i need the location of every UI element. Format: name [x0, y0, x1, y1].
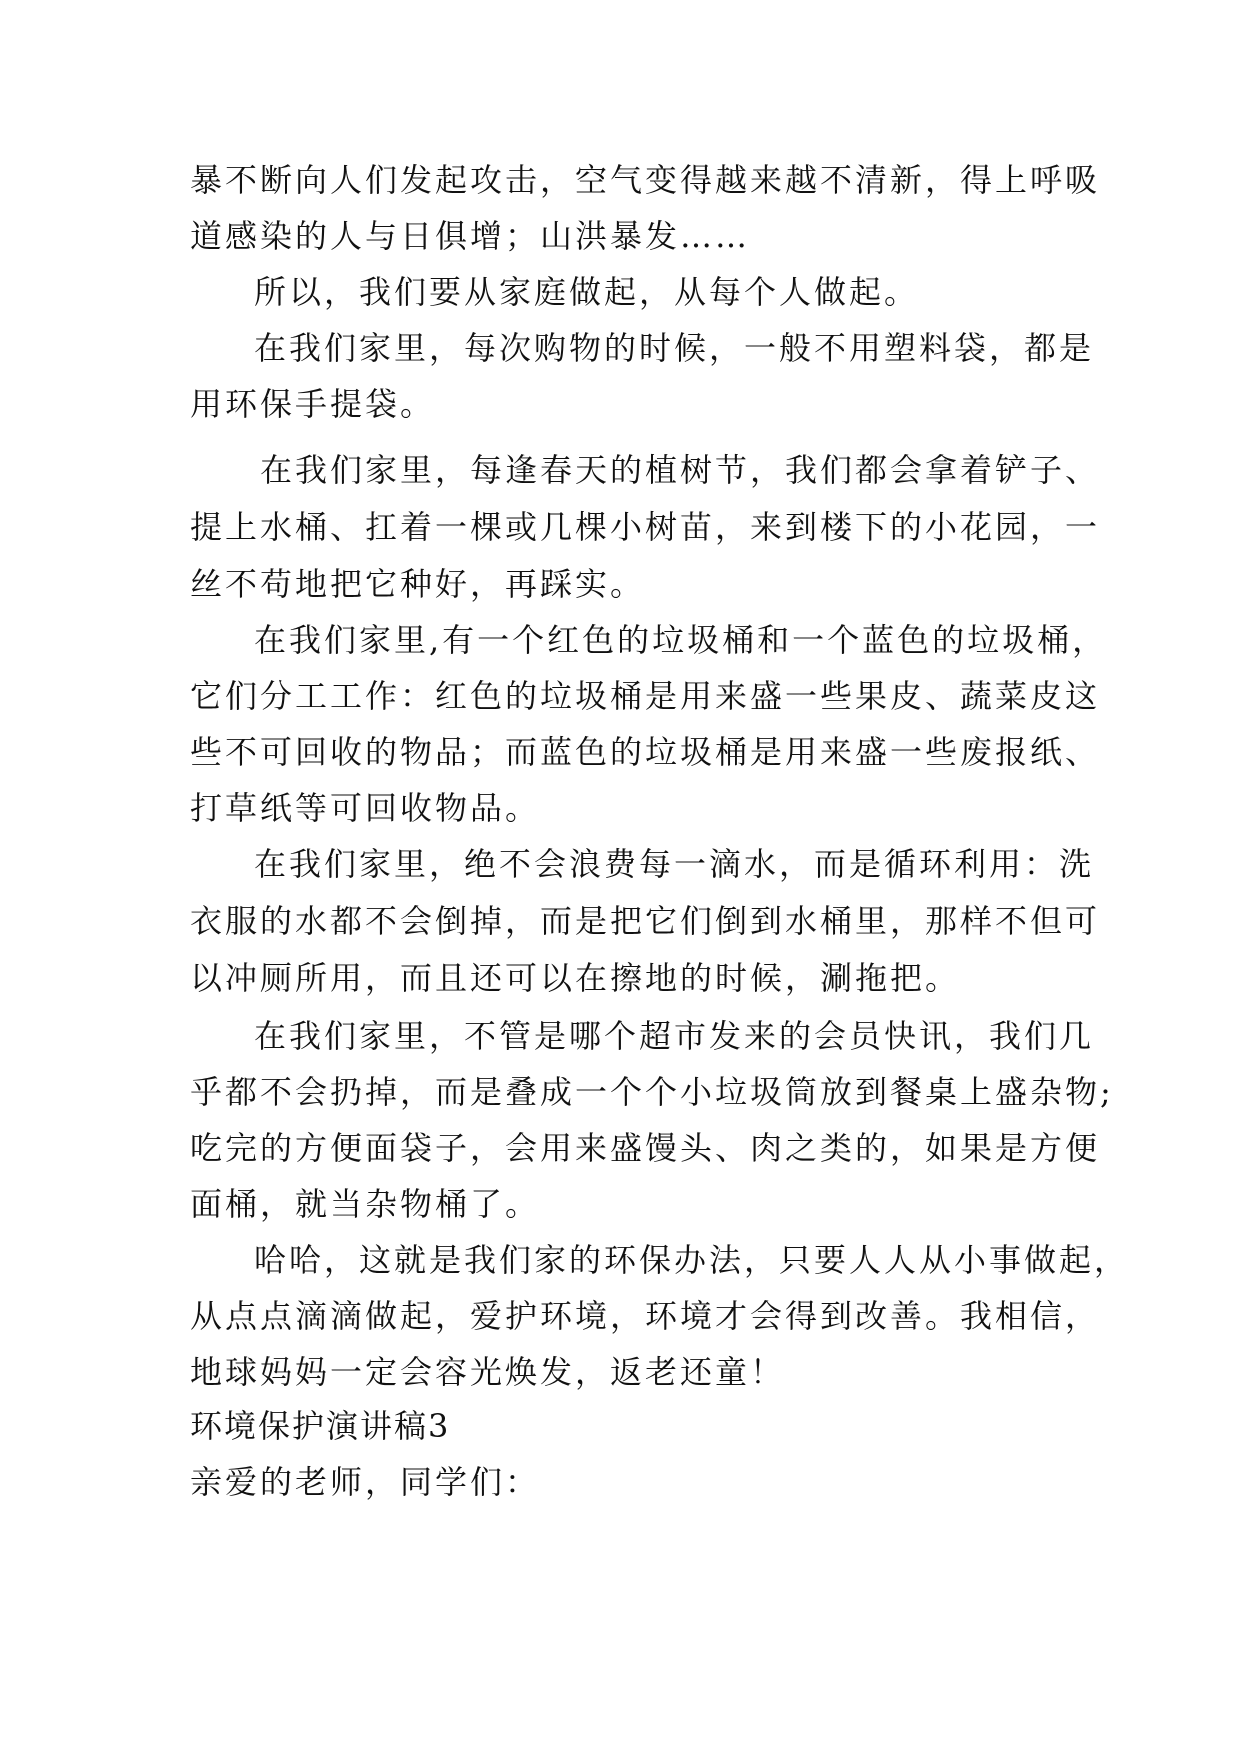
text-line: 衣服的水都不会倒掉，而是把它们倒到水桶里，那样不但可 — [190, 902, 1101, 940]
text-line: 地球妈妈一定会容光焕发，返老还童！ — [190, 1353, 786, 1391]
text-line: 乎都不会扔掉，而是叠成一个个小垃圾筒放到餐桌上盛杂物; — [190, 1073, 1114, 1111]
text-line: 在我们家里,有一个红色的垃圾桶和一个蓝色的垃圾桶， — [254, 621, 1108, 659]
text-line: 从点点滴滴做起，爱护环境，环境才会得到改善。我相信， — [190, 1297, 1101, 1335]
text-line: 在我们家里，不管是哪个超市发来的会员快讯，我们几 — [254, 1017, 1095, 1055]
text-line: 暴不断向人们发起攻击，空气变得越来越不清新，得上呼吸 — [190, 161, 1101, 199]
text-line: 哈哈，这就是我们家的环保办法，只要人人从小事做起， — [254, 1241, 1130, 1279]
text-line: 些不可回收的物品；而蓝色的垃圾桶是用来盛一些废报纸、 — [190, 733, 1101, 771]
text-line: 提上水桶、扛着一棵或几棵小树苗，来到楼下的小花园，一 — [190, 508, 1101, 546]
text-line: 所以，我们要从家庭做起，从每个人做起。 — [254, 273, 920, 311]
text-line: 打草纸等可回收物品。 — [190, 789, 541, 827]
salutation-line: 亲爱的老师，同学们： — [190, 1463, 541, 1501]
text-line: 以冲厕所用，而且还可以在擦地的时候，涮拖把。 — [190, 959, 961, 997]
text-line: 丝不苟地把它种好，再踩实。 — [190, 565, 646, 603]
text-line: 在我们家里，每次购物的时候，一般不用塑料袋，都是 — [254, 329, 1095, 367]
text-line: 它们分工工作：红色的垃圾桶是用来盛一些果皮、蔬菜皮这 — [190, 677, 1101, 715]
text-line: 道感染的人与日俱增；山洪暴发…… — [190, 217, 751, 255]
text-line: 在我们家里，绝不会浪费每一滴水，而是循环利用：洗 — [254, 845, 1095, 883]
text-line: 面桶，就当杂物桶了。 — [190, 1185, 541, 1223]
text-line: 在我们家里，每逢春天的植树节，我们都会拿着铲子、 — [260, 451, 1101, 489]
text-line: 吃完的方便面袋子，会用来盛馒头、肉之类的，如果是方便 — [190, 1129, 1101, 1167]
text-line: 用环保手提袋。 — [190, 385, 436, 423]
section-heading: 环境保护演讲稿3 — [190, 1407, 451, 1445]
